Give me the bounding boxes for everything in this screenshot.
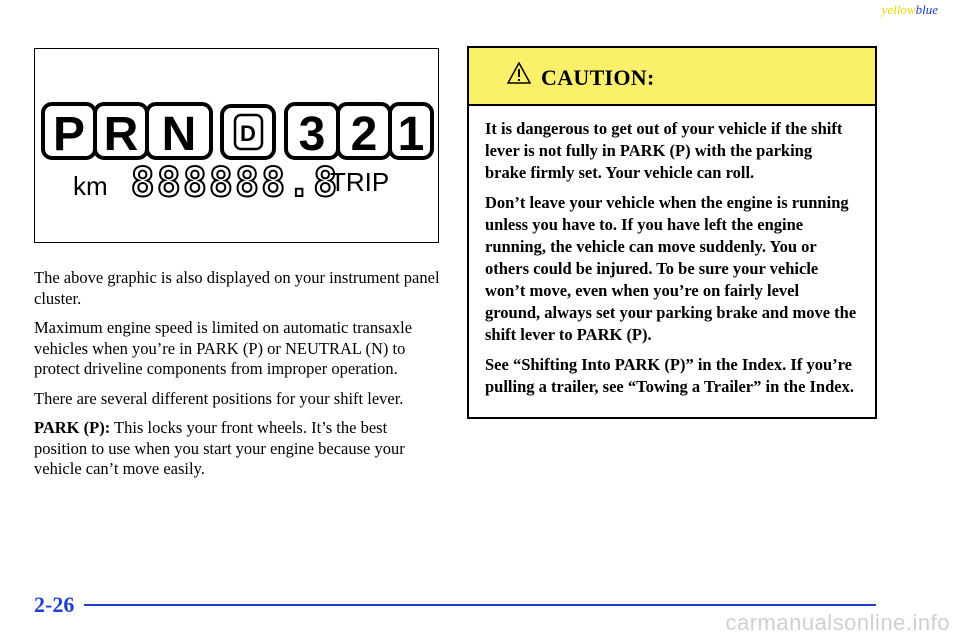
- gear-indicator-figure: [34, 48, 439, 243]
- gear-2: 2: [350, 108, 378, 161]
- gear-3: 3: [298, 108, 326, 161]
- caution-title: CAUTION:: [541, 65, 655, 90]
- watermark-url: carmanualsonline.info: [725, 610, 950, 635]
- gear-p: P: [52, 108, 86, 161]
- paragraph-park: [34, 418, 444, 480]
- color-tag-blue: blue: [915, 2, 938, 17]
- paragraph-positions: There are several different positions for your shift lever.: [34, 388, 404, 408]
- caution-body: [469, 106, 875, 398]
- park-term: PARK (P):: [34, 418, 111, 437]
- caution-box: [467, 46, 877, 419]
- caution-paragraph-1: It is dangerous to get out of your vehicle if the shift lever is not fully in PARK (P) with the parking brake firmly set. Your vehicle can roll.: [485, 119, 843, 182]
- odometer-segments: 888888.8: [130, 160, 340, 206]
- warning-triangle-icon: [507, 62, 531, 84]
- footer-rule: [84, 604, 876, 606]
- caution-paragraph-3: See “Shifting Into PARK (P)” in the Index. If you’re pulling a trailer, see “Towing a Trailer” in the Index.: [485, 355, 854, 396]
- color-tag-yellow: yellow: [881, 2, 916, 17]
- gear-indicator-display: [35, 49, 440, 244]
- gear-n: N: [161, 108, 197, 161]
- trip-label: TRIP: [330, 167, 390, 197]
- color-tag: [882, 2, 938, 18]
- paragraph-instrument-panel: The above graphic is also displayed on your instrument panel cluster.: [34, 268, 440, 308]
- gear-r: R: [103, 108, 139, 161]
- gear-1: 1: [397, 108, 425, 161]
- caution-header: [469, 48, 875, 106]
- page-number: 2-26: [34, 592, 75, 617]
- paragraph-engine-speed: Maximum engine speed is limited on automatic transaxle vehicles when you’re in PARK (P) or NEUTRAL (N) to protect driveline components from improper operation.: [34, 318, 413, 378]
- body-text-left: [34, 268, 444, 489]
- park-description: This locks your front wheels. It’s the best position to use when you start your engine because your vehicle can’t move easily.: [34, 418, 405, 478]
- km-label: km: [73, 171, 108, 201]
- caution-paragraph-2: Don’t leave your vehicle when the engine is running unless you have to. If you have left the engine running, the vehicle can move suddenly. You or others could be injured. To be sure your vehicle won’t move, even when you’re on fairly level ground, always set your parking brake and move the shift lever to PARK (P).: [485, 193, 857, 344]
- gear-d: D: [240, 121, 256, 146]
